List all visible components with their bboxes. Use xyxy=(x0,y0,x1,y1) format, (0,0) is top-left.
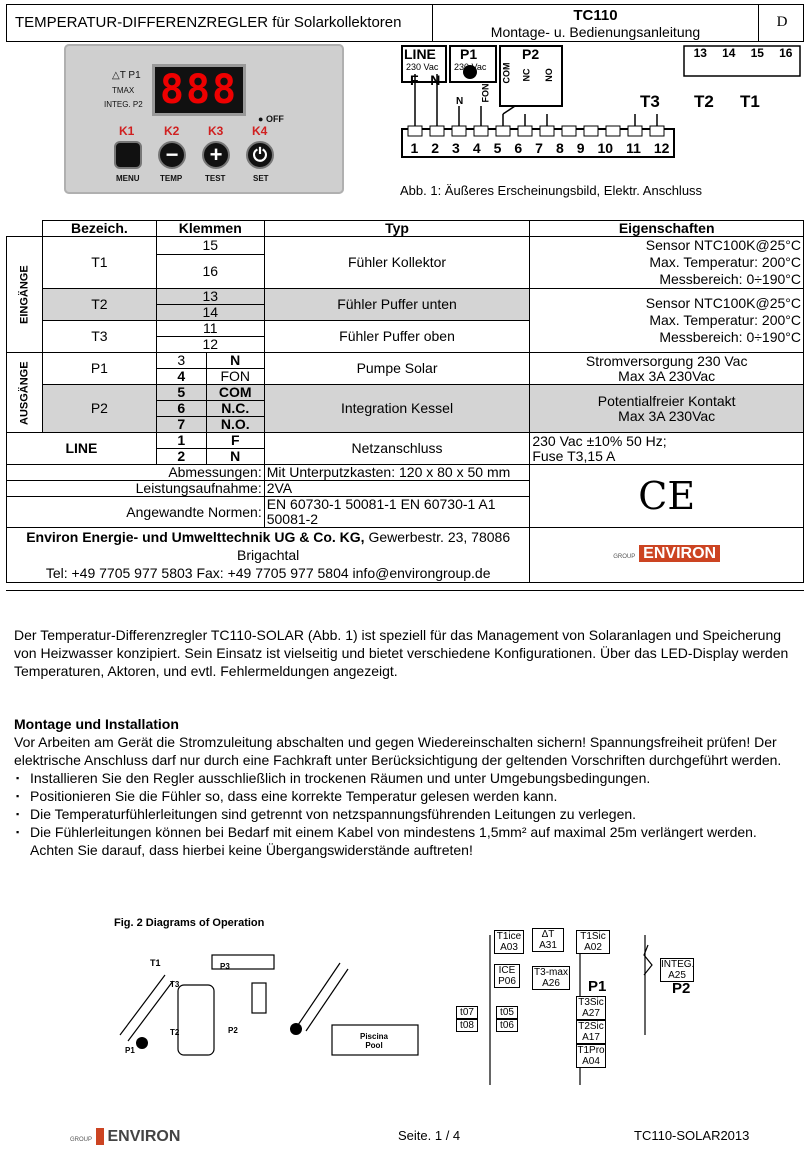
footer-logo: GROUP ENVIRON xyxy=(70,1128,181,1145)
line-voltage: 230 Vac xyxy=(406,62,439,72)
set-label: SET xyxy=(253,174,269,183)
table-row: 12 xyxy=(7,337,804,353)
table-row: 4 FON xyxy=(7,369,804,385)
page-number: Seite. 1 / 4 xyxy=(398,1128,461,1143)
box-t07: t07 xyxy=(456,1006,478,1019)
table-row: Leistungsaufnahme: 2VA xyxy=(7,481,804,497)
fig2-p2: P2 xyxy=(228,1026,238,1035)
box-ice: ICE P06 xyxy=(494,964,520,988)
menu-label: MENU xyxy=(116,174,140,183)
off-indicator: ● OFF xyxy=(258,114,284,124)
box-t2sic: T2Sic A17 xyxy=(576,1020,606,1044)
t3-label: T3 xyxy=(640,92,660,111)
bullet-list xyxy=(14,769,794,859)
t2-label: T2 xyxy=(694,92,714,111)
integ-indicator: INTEG. P2 xyxy=(104,100,143,109)
header-title: TEMPERATUR-DIFFERENZREGLER für Solarkollektoren xyxy=(7,5,433,41)
table-row: T3 11 Fühler Puffer oben xyxy=(7,321,804,337)
spec-table xyxy=(6,220,804,583)
right-terminal-numbers: 13 14 15 16 xyxy=(693,46,793,60)
table-row: 7 N.O. xyxy=(7,417,804,433)
test-label: TEST xyxy=(205,174,226,183)
box-t05: t05 xyxy=(496,1006,518,1019)
k2-label: K2 xyxy=(164,124,180,138)
table-row: T2 13 Fühler Puffer unten Sensor NTC100K@25°C Max. Temperatur: 200°C Messbereich: 0÷190°C xyxy=(7,289,804,305)
k3-label: K3 xyxy=(208,124,224,138)
set-power-button[interactable]: ⏻ xyxy=(246,141,274,169)
p2-no-label: NO xyxy=(543,68,554,82)
box-t3max: T3-max A26 xyxy=(532,966,570,990)
table-row: P2 5 COM Integration Kessel Potentialfreier Kontakt Max 3A 230Vac xyxy=(7,385,804,401)
table-row: 6 N.C. xyxy=(7,401,804,417)
list-item: ▪ Installieren Sie den Regler ausschließlich in trockenen Räumen und unter Umgebungsbedingungen. xyxy=(14,769,794,787)
fig2-title: Fig. 2 Diagrams of Operation xyxy=(114,917,265,929)
t1-label: T1 xyxy=(740,92,760,111)
side-label-inputs: EINGÄNGE xyxy=(7,237,43,353)
line-group-label: LINE xyxy=(404,46,436,62)
box-t06: t06 xyxy=(496,1019,518,1032)
header-lang: D xyxy=(776,14,788,30)
section-text: Vor Arbeiten am Gerät die Stromzuleitung abschalten und gegen Wiedereinschalten sichern! Spannungsfreiheit prüfen! Der elektrische Anschluss darf nur durch eine Fachkraft unter Berücksichtigung der geltenden Vorschriften durchgeführt werden. ▪ Installieren Sie den Regler ausschließlich in trockenen Räumen und unter Umgebungsbedingungen. ▪ Positionieren Sie die Fühler so, dass eine korrekte Temperatur gelesen werden kann. ▪ Die Temperaturfühlerleitungen sind getrennt von netzspannungsführenden Leitungen zu verlegen. ▪ Die Fühlerleitungen können bei Bedarf mit einem Kabel von mindestens 1,5mm² auf maximal 25m verlängert werden. Achten Sie darauf, dass hierbei keine Übergangswiderstände auftreten! xyxy=(14,733,794,859)
table-row: Abmessungen: Mit Unterputzkasten: 120 x 80 x 50 mm CE xyxy=(7,465,804,481)
col-eigenschaften: Eigenschaften xyxy=(530,221,804,237)
operation-diagram xyxy=(110,935,800,1085)
divider xyxy=(6,590,804,591)
col-typ: Typ xyxy=(264,221,530,237)
terminal-numbers: 1 2 3 4 5 6 7 8 9 10 11 12 xyxy=(410,140,670,156)
box-t3sic: T3Sic A27 xyxy=(576,996,606,1020)
figure-1-caption: Abb. 1: Äußeres Erscheinungsbild, Elektr. Anschluss xyxy=(400,183,703,198)
p2-nc-label: NC xyxy=(521,68,532,82)
table-row: Angewandte Normen: EN 60730-1 50081-1 EN 60730-1 A1 50081-2 xyxy=(7,497,804,528)
p1-fon-label: FON xyxy=(480,83,491,103)
page-header xyxy=(6,4,804,42)
temp-label: TEMP xyxy=(160,174,183,183)
list-item: ▪ Die Fühlerleitungen können bei Bedarf mit einem Kabel von mindestens 1,5mm² auf maximal 25m verlängert werden. Achten Sie darauf, dass hierbei keine Übergangswiderstände auftreten! xyxy=(14,823,794,859)
p1-group-label: P1 xyxy=(460,46,478,62)
fig2-pool: Piscina Pool xyxy=(359,1032,388,1050)
ce-mark: CE xyxy=(530,465,804,528)
table-row: 2 N xyxy=(7,449,804,465)
table-row: EINGÄNGE T1 15 Fühler Kollektor Sensor NTC100K@25°C Max. Temperatur: 200°C Messbereich: 0÷190°C xyxy=(7,237,804,255)
temp-minus-button[interactable]: − xyxy=(158,141,186,169)
side-label-outputs: AUSGÄNGE xyxy=(7,353,43,433)
table-header-row xyxy=(7,221,804,237)
line-pins: F N xyxy=(410,72,441,88)
box-t1sic: T1Sic A02 xyxy=(576,930,610,954)
intro-paragraph: Der Temperatur-Differenzregler TC110-SOLAR (Abb. 1) ist speziell für das Management von Solaranlagen und Speicherung von Heizwasser konzipiert. Sein Einsatz ist vielseitig und bietet verschiedene Konfigurationen. Über das LED-Display werden Temperaturen, Aktoren, und evtl. Fehlermeldungen angezeigt. xyxy=(14,627,789,679)
k4-label: K4 xyxy=(252,124,268,138)
list-item: ▪ Positionieren Sie die Fühler so, dass eine korrekte Temperatur gelesen werden kann. xyxy=(14,787,794,805)
p2-com-label: COM xyxy=(501,62,512,84)
box-dt: ΔT A31 xyxy=(532,928,564,952)
box-integ: INTEG. A25 xyxy=(661,959,695,981)
tmax-indicator: TMAX xyxy=(112,86,135,95)
header-model: TC110 Montage- u. Bedienungsanleitung xyxy=(433,5,759,41)
dt-indicator: △T P1 xyxy=(112,70,141,81)
col-bezeich: Bezeich. xyxy=(42,221,156,237)
fig2-p3: P3 xyxy=(220,962,230,971)
box-p2: P2 xyxy=(672,980,691,997)
table-row: LINE 1 F Netzanschluss 230 Vac ±10% 50 Hz; Fuse T3,15 A xyxy=(7,433,804,449)
environ-logo: GROUP ENVIRON xyxy=(530,528,804,583)
test-plus-button[interactable]: + xyxy=(202,141,230,169)
k1-label: K1 xyxy=(119,124,135,138)
doc-code: TC110-SOLAR2013 xyxy=(634,1128,750,1143)
list-item: ▪ Die Temperaturfühlerleitungen sind getrennt von netzspannungsführenden Leitungen zu verlegen. xyxy=(14,805,794,823)
fig2-t2: T2 xyxy=(170,1028,180,1037)
table-row: 16 xyxy=(7,255,804,289)
box-t1ice: T1ice A03 xyxy=(494,930,524,954)
fig2-t3: T3 xyxy=(170,980,180,989)
menu-button[interactable] xyxy=(114,141,142,169)
p1-n-label: N xyxy=(456,96,464,107)
table-row: AUSGÄNGE P1 3 N Pumpe Solar Stromversorgung 230 Vac Max 3A 230Vac xyxy=(7,353,804,369)
table-row: 14 xyxy=(7,305,804,321)
section-title: Montage und Installation xyxy=(14,716,179,732)
box-t1pro: T1Pro A04 xyxy=(577,1045,605,1067)
p1-voltage: 230 Vac xyxy=(454,62,487,72)
col-klemmen: Klemmen xyxy=(156,221,264,237)
box-p1: P1 xyxy=(588,978,607,995)
fig2-t1: T1 xyxy=(150,958,161,968)
company-row: Environ Energie- und Umwelttechnik UG & Co. KG, Gewerbestr. 23, 78086 Brigachtal Tel: +49 7705 977 5803 Fax: +49 7705 977 5804 info@environgroup.de GROUP ENVIRON xyxy=(7,528,804,583)
p2-group-label: P2 xyxy=(522,46,540,62)
fig2-p1: P1 xyxy=(125,1046,135,1055)
led-display: 888 xyxy=(152,64,246,116)
box-t08: t08 xyxy=(456,1019,478,1032)
